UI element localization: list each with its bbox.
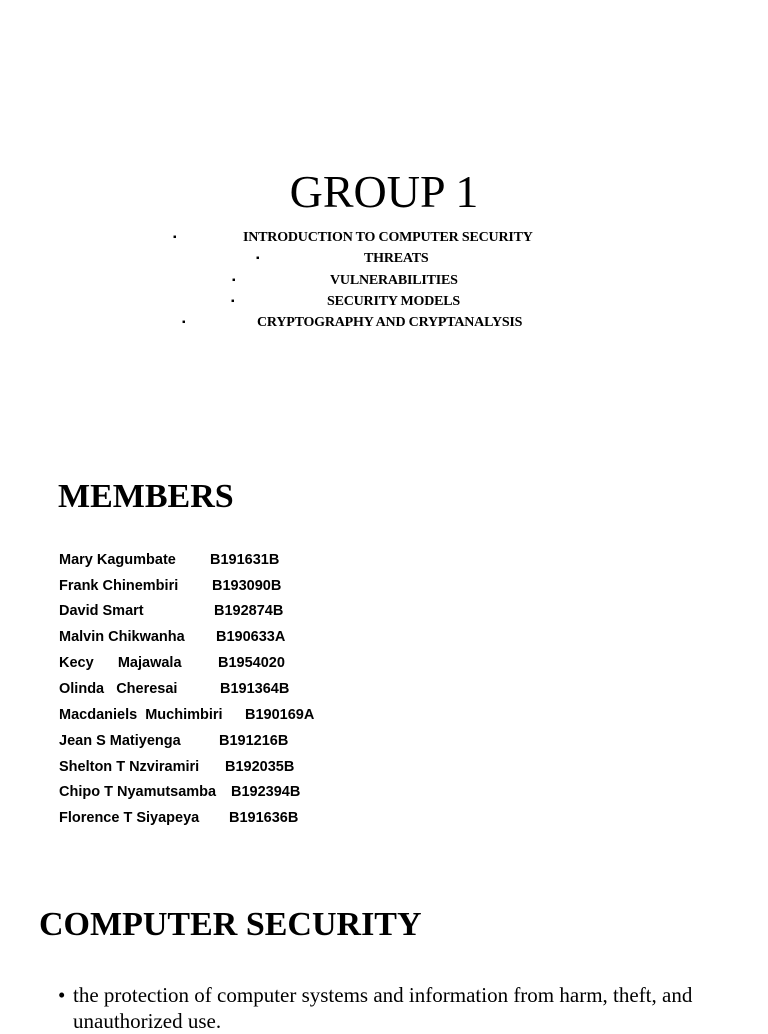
topic-label: VULNERABILITIES (330, 273, 458, 288)
member-name: David Smart (59, 603, 144, 619)
member-name: Frank Chinembiri (59, 578, 179, 594)
page-title: GROUP 1 (289, 166, 479, 217)
member-id: B192394B (231, 784, 301, 800)
topic-item (232, 270, 492, 291)
member-name: Shelton T Nzviramiri (59, 759, 200, 775)
members-heading: MEMBERS (58, 478, 234, 515)
topic-item (256, 248, 456, 269)
member-id: B191636B (229, 810, 299, 826)
square-bullet-icon: ▪ (231, 296, 235, 307)
topic-item (231, 291, 491, 312)
member-id: B1954020 (218, 655, 285, 671)
topic-label: THREATS (364, 251, 429, 266)
member-id: B191631B (210, 552, 280, 568)
member-name: Mary Kagumbate (59, 552, 176, 568)
topic-item (182, 312, 562, 333)
topic-item (173, 227, 573, 248)
square-bullet-icon: ▪ (256, 253, 260, 264)
member-name: Kecy Majawala (59, 655, 182, 671)
member-id: B190169A (245, 707, 315, 723)
square-bullet-icon: ▪ (182, 317, 186, 328)
topic-label: INTRODUCTION TO COMPUTER SECURITY (243, 230, 533, 245)
member-name: Chipo T Nyamutsamba (59, 784, 217, 800)
member-id: B192874B (214, 603, 284, 619)
member-id: B193090B (212, 578, 282, 594)
section-bullet-text: the protection of computer systems and information from harm, theft, and unauthorized use. (73, 983, 693, 1033)
member-name: Florence T Siyapeya (59, 810, 200, 826)
square-bullet-icon: ▪ (173, 232, 177, 243)
member-name: Olinda Cheresai (59, 681, 178, 697)
member-name: Jean S Matiyenga (59, 733, 181, 749)
member-id: B190633A (216, 629, 286, 645)
member-name: Macdaniels Muchimbiri (59, 707, 223, 723)
topic-label: SECURITY MODELS (327, 294, 461, 309)
bullet-icon: • (58, 983, 66, 1007)
section-heading: COMPUTER SECURITY (39, 906, 422, 943)
square-bullet-icon: ▪ (232, 275, 236, 286)
member-id: B191216B (219, 733, 289, 749)
member-id: B192035B (225, 759, 295, 775)
member-id: B191364B (220, 681, 290, 697)
topic-label: CRYPTOGRAPHY AND CRYPTANALYSIS (257, 315, 523, 330)
member-name: Malvin Chikwanha (59, 629, 185, 645)
